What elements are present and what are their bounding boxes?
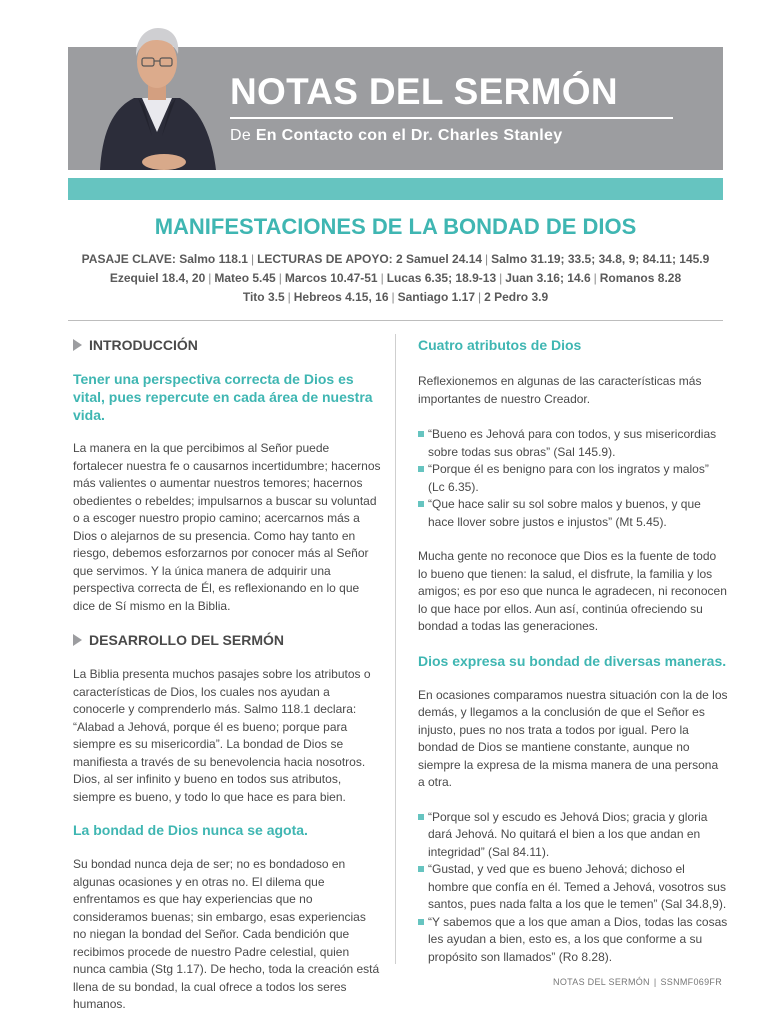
right-column — [418, 334, 728, 966]
development-paragraph: La Biblia presenta muchos pasajes sobre los atributos o características de Dios, los cuales nos ayudan a conocerle y comprenderlo más. Salmo 118.1 declara: “Alabad a Jehová, porque él es bueno; porque para siempre es su misericordia”. La bondad de Dios se manifiesta a través de su benevolencia hacia nosotros. Dios, al ser infinito y bueno en todos sus atributos, siempre es bueno, y todo lo que hace es para bien. — [73, 667, 371, 804]
list-item: “Bueno es Jehová para con todos, y sus misericordias sobre todas sus obras” (Sal 145.9). — [418, 426, 728, 461]
list-item: “Gustad, y ved que es bueno Jehová; dichoso el hombre que confía en él. Temed a Jehová, vosotros sus santos, pues nada falta a los que le temen” (Sal 34.8,9). — [418, 861, 728, 914]
sermon-title: MANIFESTACIONES DE LA BONDAD DE DIOS — [154, 214, 637, 239]
passage-line-3: Tito 3.5 | Hebreos 4.15, 16 | Santiago 1.17 | 2 Pedro 3.9 — [242, 290, 549, 304]
passage-ref: PASAJE CLAVE: Salmo 118.1 — [81, 252, 248, 266]
intro-subheading: Tener una perspectiva correcta de Dios es vital, pues repercute en cada área de nuestra vida. — [73, 371, 373, 423]
development-heading: DESARROLLO DEL SERMÓN — [73, 629, 381, 651]
passage-ref: Mateo 5.45 — [214, 271, 276, 285]
passage-ref: Lucas 6.35; 18.9-13 — [386, 271, 497, 285]
passage-ref: LECTURAS DE APOYO: 2 Samuel 24.14 — [257, 252, 483, 266]
intro-paragraph: La manera en la que percibimos al Señor puede fortalecer nuestra fe o causarnos incertidumbre; hacernos más valientes o aumentar nuestros temores; hacernos obedientes o rebeldes; impulsarnos a buscar su voluntad o a escoger nuestro propio camino; acercarnos más a Dios o alejarnos de su presencia. Como hay tanto en riesgo, debemos esforzarnos por conocer más al Señor que servimos. Y la única manera de adquirir una perspectiva correcta de Él, es reflexionando en lo que dice de Sí mismo en la Biblia. — [73, 441, 381, 613]
triangle-bullet-icon — [73, 634, 82, 646]
passage-ref: Hebreos 4.15, 16 — [293, 290, 389, 304]
attributes-paragraph: Mucha gente no reconoce que Dios es la fuente de todo lo bueno que tienen: la salud, el disfrute, la familia y los amigos; es por eso que nunca le agradecen, ni reconocen lo que hace por ellos. Aun así, continúa ofreciendo su bondad a todas las generaciones. — [418, 549, 727, 633]
ways-subheading: Dios expresa su bondad de diversas maneras. — [418, 652, 727, 669]
header-subtitle — [230, 126, 562, 146]
attributes-list — [418, 426, 728, 531]
teal-band — [68, 178, 723, 200]
list-item: “Porque él es benigno para con los ingratos y malos” (Lc 6.35). — [418, 461, 728, 496]
attributes-intro: Reflexionemos en algunas de las características más importantes de nuestro Creador. — [418, 374, 702, 406]
passage-ref: Marcos 10.47-51 — [284, 271, 378, 285]
header-subtitle-prefix: De — [230, 127, 252, 144]
left-column — [73, 334, 381, 1014]
passage-ref: Salmo 31.19; 33.5; 34.8, 9; 84.11; 145.9 — [491, 252, 710, 266]
passage-line-2: Ezequiel 18.4, 20 | Mateo 5.45 | Marcos 10.47-51 | Lucas 6.35; 18.9-13 | Juan 3.16; 14.6 | Romanos 8.28 — [109, 271, 682, 285]
speaker-portrait — [92, 14, 222, 170]
column-divider — [395, 334, 396, 964]
header-rule — [230, 117, 673, 119]
footer-code: SSNMF069FR — [660, 977, 722, 987]
ways-paragraph: En ocasiones comparamos nuestra situación con la de los demás, y llegamos a la conclusión de que el Señor es injusto, pues no nos trata a todos por igual. Pero la bondad de Dios se mantiene constante, aunque no siempre la expresa de la misma manera de una persona a otra. — [418, 687, 728, 789]
passage-ref: Tito 3.5 — [242, 290, 285, 304]
list-item: “Porque sol y escudo es Jehová Dios; gracia y gloria dará Jehová. No quitará el bien a los que andan en integridad” (Sal 84.11). — [418, 809, 728, 862]
list-item: “Que hace salir su sol sobre malos y buenos, y que hace llover sobre justos e injustos” (Mt 5.45). — [418, 496, 728, 531]
passage-ref: Romanos 8.28 — [599, 271, 682, 285]
intro-heading: INTRODUCCIÓN — [73, 334, 381, 356]
never-ends-paragraph: Su bondad nunca deja de ser; no es bondadoso en algunas ocasiones y en otras no. El dilema que enfrentamos es que hay experiencias que no consideramos buenas; sin embargo, esas experiencias no niegan la bondad del Señor. Cada bendición que recibimos procede de nuestro Padre celestial, quien nunca cambia (Stg 1.17). De hecho, toda la creación está llena de su bondad, la cual ofrece a todos los seres humanos. — [73, 857, 380, 1011]
footer-title: NOTAS DEL SERMÓN — [553, 977, 650, 987]
never-ends-subheading: La bondad de Dios nunca se agota. — [73, 822, 308, 838]
header-title: NOTAS DEL SERMÓN — [230, 71, 618, 112]
passage-ref: 2 Pedro 3.9 — [484, 290, 549, 304]
triangle-bullet-icon — [73, 339, 82, 351]
section-divider — [68, 320, 723, 321]
ways-list — [418, 809, 728, 967]
list-item: “Y sabemos que a los que aman a Dios, todas las cosas les ayudan a bien, esto es, a los que conforme a su propósito son llamados” (Ro 8.28). — [418, 914, 728, 967]
passage-ref: Juan 3.16; 14.6 — [505, 271, 591, 285]
header-subtitle-source: En Contacto con el Dr. Charles Stanley — [255, 127, 563, 144]
passage-block — [68, 250, 723, 307]
passage-ref: Ezequiel 18.4, 20 — [109, 271, 206, 285]
attributes-subheading: Cuatro atributos de Dios — [418, 337, 582, 353]
passage-line-1: PASAJE CLAVE: Salmo 118.1 | LECTURAS DE APOYO: 2 Samuel 24.14 | Salmo 31.19; 33.5; 34.8, 9; 84.11; 145.9 — [81, 252, 710, 266]
passage-ref: Santiago 1.17 — [397, 290, 475, 304]
page-footer: NOTAS DEL SERMÓN | SSNMF069FR — [553, 977, 722, 987]
